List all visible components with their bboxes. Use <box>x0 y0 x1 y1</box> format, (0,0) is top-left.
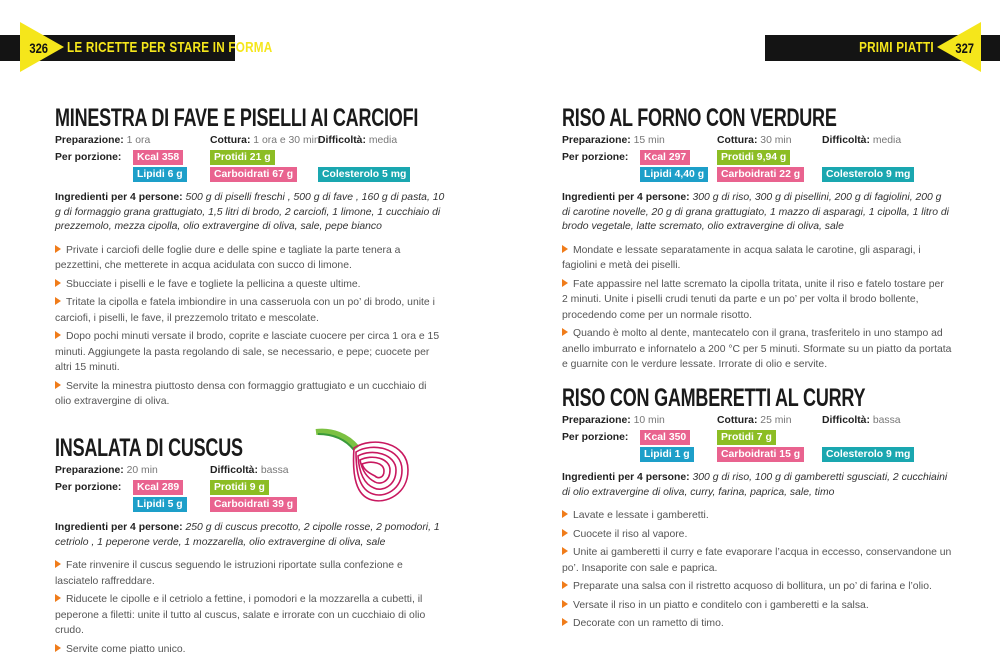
bullet-triangle-icon <box>55 594 61 602</box>
badge-lipidi: Lipidi 4,40 g <box>640 167 708 182</box>
step-text: Tritate la cipolla e fatela imbiondire in una casseruola con un po’ di brodo, unite i carciofi, i piselli, le fave, il prezzemolo tritato e mescolate. <box>55 297 435 324</box>
method-step <box>562 616 952 632</box>
nutrition-row-2 <box>562 166 952 183</box>
nutrition-row-2 <box>562 446 952 463</box>
cooking-time-value: 30 min <box>760 135 792 146</box>
preparation-time <box>55 462 158 479</box>
method-step <box>562 579 952 595</box>
step-text: Servite come piatto unico. <box>66 643 186 655</box>
method-step <box>55 592 445 639</box>
per-portion-label: Per porzione: <box>55 152 122 163</box>
bullet-triangle-icon <box>562 600 568 608</box>
badge-protidi: Protidi 7 g <box>717 430 776 445</box>
difficulty-value: bassa <box>260 465 289 476</box>
cooking-time <box>717 412 791 429</box>
nutrition-row-2 <box>55 166 445 183</box>
step-text: Fate rinvenire il cuscus seguendo le istruzioni riportate sulla confezione e lasciatelo raffreddare. <box>55 560 403 587</box>
ingredients-list: 500 g di piselli freschi , 500 g di fave , 160 g di pasta, 10 g di formaggio grana grattugiato, 1,5 litri di brodo, 2 carciofi, 1 limone, 1 cucchiaio di prezzemolo, mezza cipolla, olio extravergine di oliva, sale, pepe bianco <box>55 192 445 232</box>
method-step <box>55 379 445 410</box>
difficulty <box>822 132 901 149</box>
badge-colesterolo: Colesterolo 5 mg <box>318 167 410 182</box>
ingredients-label: Ingredienti per 4 persone: <box>562 192 690 203</box>
method-step <box>55 243 445 274</box>
preparation-time-value: 1 ora <box>126 135 151 146</box>
difficulty-value: media <box>872 135 902 146</box>
step-text: Quando è molto al dente, mantecatelo con il grana, trasferitelo in uno stampo ad anello imburrato e infornatelo a 200 °C per 5 minuti. Sformate su un piatto da portata e guarnite con le verdure lessate. Irrorate di olio e servite. <box>562 328 952 370</box>
bullet-triangle-icon <box>562 245 568 253</box>
method-step <box>562 243 952 274</box>
difficulty-label: Difficoltà: <box>822 415 870 426</box>
preparation-time-label: Preparazione: <box>562 415 631 426</box>
bullet-triangle-icon <box>55 644 61 652</box>
cooking-time-label: Cottura: <box>717 135 758 146</box>
bullet-triangle-icon <box>562 547 568 555</box>
bullet-triangle-icon <box>562 510 568 518</box>
method-step <box>55 558 445 589</box>
method-step <box>55 295 445 326</box>
nutrition-row-1 <box>562 149 952 166</box>
ingredients-list: 250 g di cuscus precotto, 2 cipolle rosse, 2 pomodori, 1 cetriolo , 1 peperone verde, 1 mozzarella, olio extravergine di oliva, sale <box>55 522 440 548</box>
step-text: Private i carciofi delle foglie dure e delle spine e tagliate la parte tenera a pezzettini, che metterete in acqua acidulata con succo di limone. <box>55 244 401 271</box>
step-text: Versate il riso in un piatto e conditelo con i gamberetti e la salsa. <box>573 599 869 611</box>
step-text: Dopo pochi minuti versate il brodo, coprite e lasciate cuocere per circa 1 ora e 15 minuti. Aggiungete la pasta regolando di sale, se necessario, e pepe; cuocete per altri 15 minuti. <box>55 331 440 373</box>
step-text: Unite ai gamberetti il curry e fate evaporare l’acqua in eccesso, conservandone un po’. Insaporite con sale e paprica. <box>562 547 952 574</box>
bullet-triangle-icon <box>55 245 61 253</box>
preparation-time <box>562 132 665 149</box>
method-steps <box>562 508 952 632</box>
method-step <box>55 277 445 293</box>
difficulty <box>318 132 397 149</box>
bullet-triangle-icon <box>562 529 568 537</box>
bullet-triangle-icon <box>55 297 61 305</box>
bullet-triangle-icon <box>55 381 61 389</box>
recipe-title: RISO CON GAMBERETTI AL CURRY <box>562 384 866 412</box>
bullet-triangle-icon <box>562 618 568 626</box>
red-onion-illustration <box>312 428 412 508</box>
preparation-time-label: Preparazione: <box>55 135 124 146</box>
recipe-riso-gamberetti <box>562 384 952 635</box>
method-step <box>562 527 952 543</box>
recipe-minestra <box>55 104 445 413</box>
bullet-triangle-icon <box>562 279 568 287</box>
badge-colesterolo: Colesterolo 9 mg <box>822 447 914 462</box>
per-portion-label: Per porzione: <box>562 432 629 443</box>
method-step <box>562 598 952 614</box>
badge-colesterolo: Colesterolo 9 mg <box>822 167 914 182</box>
bullet-triangle-icon <box>562 581 568 589</box>
preparation-time-label: Preparazione: <box>55 465 124 476</box>
badge-carboidrati: Carboidrati 39 g <box>210 497 297 512</box>
bullet-triangle-icon <box>55 331 61 339</box>
cooking-time-value: 25 min <box>760 415 792 426</box>
method-steps <box>55 558 445 657</box>
preparation-time-label: Preparazione: <box>562 135 631 146</box>
ingredients-label: Ingredienti per 4 persone: <box>562 472 690 483</box>
method-steps <box>562 243 952 373</box>
recipe-title: MINESTRA DI FAVE E PISELLI AI CARCIOFI <box>55 104 419 132</box>
step-text: Sbucciate i piselli e le fave e togliete la pellicina a queste ultime. <box>66 278 361 290</box>
badge-lipidi: Lipidi 5 g <box>133 497 187 512</box>
method-step <box>562 326 952 373</box>
ingredients <box>562 471 952 500</box>
method-step <box>562 277 952 324</box>
recipe-title: RISO AL FORNO CON VERDURE <box>562 104 837 132</box>
method-step <box>562 545 952 576</box>
ingredients-list: 300 g di riso, 100 g di gamberetti sgusciati, 2 cucchiaini di olio extravergine di oliva, curry, farina, paprica, sale, timo <box>562 472 948 498</box>
difficulty-label: Difficoltà: <box>822 135 870 146</box>
step-text: Fate appassire nel latte scremato la cipolla tritata, unite il riso e fatelo tostare per 2 minuti. Unite i piselli crudi tenuti da parte e un po’ per volta il brodo bollente, procedendo come per un normale risotto. <box>562 278 944 321</box>
cooking-time-label: Cottura: <box>210 135 251 146</box>
difficulty <box>210 462 289 479</box>
difficulty-label: Difficoltà: <box>210 465 258 476</box>
running-header-left: LE RICETTE PER STARE IN FORMA <box>67 39 273 56</box>
step-text: Servite la minestra piuttosto densa con formaggio grattugiato e un cucchiaio di olio extravergine di oliva. <box>55 380 427 407</box>
badge-carboidrati: Carboidrati 67 g <box>210 167 297 182</box>
running-header-right: PRIMI PIATTI <box>859 39 934 56</box>
step-text: Lavate e lessate i gamberetti. <box>573 510 709 521</box>
badge-kcal: Kcal 358 <box>133 150 183 165</box>
cooking-time-value: 1 ora e 30 min <box>253 135 320 146</box>
badge-protidi: Protidi 9 g <box>210 480 269 495</box>
per-portion-label: Per porzione: <box>55 482 122 493</box>
recipe-times-row <box>562 412 952 429</box>
difficulty-value: bassa <box>872 415 901 426</box>
step-text: Riducete le cipolle e il cetriolo a fettine, i pomodori e la mozzarella a cubetti, il peperone a filetti: unite il tutto al cuscus, salate e irrorate con un cucchiaio di olio crudo. <box>55 594 426 636</box>
method-steps <box>55 243 445 410</box>
difficulty-label: Difficoltà: <box>318 135 366 146</box>
badge-protidi: Protidi 9,94 g <box>717 150 790 165</box>
nutrition-row-1 <box>562 429 952 446</box>
step-text: Mondate e lessate separatamente in acqua salata le carotine, gli asparagi, i fagiolini e metà dei piselli. <box>562 244 921 271</box>
badge-kcal: Kcal 350 <box>640 430 690 445</box>
badge-lipidi: Lipidi 6 g <box>133 167 187 182</box>
method-step <box>562 508 952 524</box>
difficulty-value: media <box>368 135 398 146</box>
page-number-right: 327 <box>955 40 975 56</box>
preparation-time-value: 20 min <box>126 465 158 476</box>
ingredients <box>55 191 445 235</box>
ingredients <box>562 191 952 235</box>
method-step <box>55 642 445 658</box>
cooking-time-label: Cottura: <box>717 415 758 426</box>
preparation-time <box>562 412 665 429</box>
recipe-times-row <box>562 132 952 149</box>
badge-protidi: Protidi 21 g <box>210 150 275 165</box>
recipe-title: INSALATA DI CUSCUS <box>55 434 243 462</box>
ingredients-label: Ingredienti per 4 persone: <box>55 522 183 533</box>
preparation-time <box>55 132 150 149</box>
cooking-time <box>210 132 320 149</box>
preparation-time-value: 10 min <box>633 415 665 426</box>
bullet-triangle-icon <box>55 560 61 568</box>
ingredients-list: 300 g di riso, 300 g di pisellini, 200 g di fagiolini, 200 g di carotine novelle, 20 g di grana grattugiato, 1 mazzo di asparagi, 1 cipolla, 1 litro di brodo vegetale, latte scremato, olio extravergine di oliva, sale <box>562 192 949 232</box>
cooking-time <box>717 132 791 149</box>
badge-kcal: Kcal 297 <box>640 150 690 165</box>
bullet-triangle-icon <box>562 328 568 336</box>
method-step <box>55 329 445 376</box>
step-text: Cuocete il riso al vapore. <box>573 528 688 540</box>
page-number-left: 326 <box>29 40 49 56</box>
ingredients-label: Ingredienti per 4 persone: <box>55 192 183 203</box>
ingredients <box>55 521 445 550</box>
step-text: Preparate una salsa con il ristretto acquoso di bollitura, un po’ di farina e l’olio. <box>573 581 932 592</box>
recipe-riso-forno <box>562 104 952 376</box>
nutrition-row-1 <box>55 149 445 166</box>
per-portion-label: Per porzione: <box>562 152 629 163</box>
badge-lipidi: Lipidi 1 g <box>640 447 694 462</box>
badge-kcal: Kcal 289 <box>133 480 183 495</box>
difficulty <box>822 412 901 429</box>
bullet-triangle-icon <box>55 279 61 287</box>
badge-carboidrati: Carboidrati 15 g <box>717 447 804 462</box>
badge-carboidrati: Carboidrati 22 g <box>717 167 804 182</box>
recipe-times-row <box>55 132 445 149</box>
preparation-time-value: 15 min <box>633 135 665 146</box>
step-text: Decorate con un rametto di timo. <box>573 618 724 629</box>
